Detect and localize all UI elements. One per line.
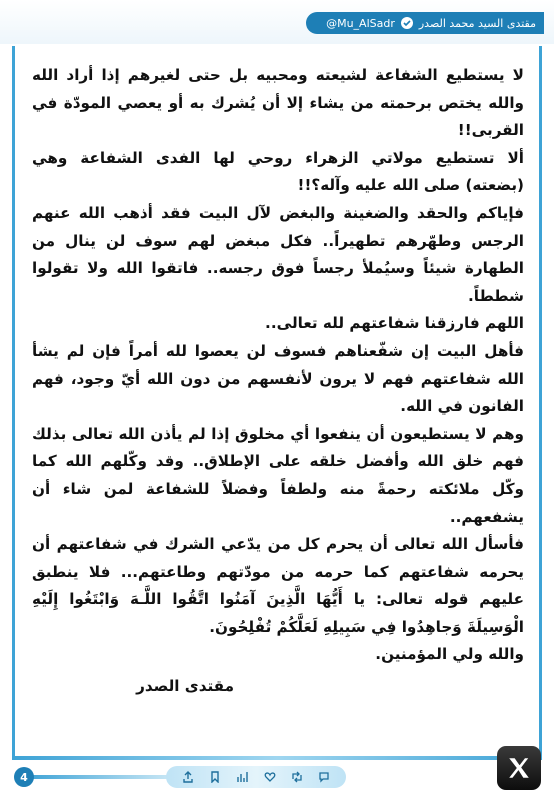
signature: مقتدى الصدر: [136, 677, 234, 696]
paragraph: اللهم فارزقنا شفاعتهم لله تعالى..: [265, 314, 524, 333]
stats-icon[interactable]: [235, 770, 249, 784]
paragraph: لا يستطيع الشفاعة لشيعته ومحبيه بل حتى لغيرهم إذا أراد الله والله يختص برحمته من يشاء إلا أن يُشرك به أو يعصي المودّة في القربى!!: [32, 66, 524, 140]
frame-bottom-line: [12, 756, 542, 760]
channel-title: مقتدى السيد محمد الصدر: [418, 16, 536, 30]
like-icon[interactable]: [263, 770, 277, 784]
reply-icon[interactable]: [317, 770, 331, 784]
paragraph: وهم لا يستطيعون أن ينفعوا أي مخلوق إذا لم يأذن الله تعالى بذلك فهم خلق الله وأفضل خلقه على الإطلاق.. وقد وكّلهم الله كما وكّل ملائكته رحمةً منه ولطفاً وفضلاً للشفاعة لمن شاء أن يشفعهم..: [32, 424, 524, 526]
channel-pill[interactable]: [306, 12, 544, 34]
page-number: 4: [14, 767, 34, 787]
handle[interactable]: @Mu_AlSadr: [326, 16, 395, 30]
share-icon[interactable]: [181, 770, 195, 784]
statement-body: [32, 62, 524, 701]
paragraph: فإياكم والحقد والضغينة والبغض لآل البيت فقد أذهب الله عنهم الرجس وطهّرهم تطهيراً.. فكل مبغض لهم سوف لن ينال من الطهارة شيئاً وسيُملأ رجساً فوق رجسه.. فاتقوا الله ولا تقولوا شططاً.: [32, 203, 524, 305]
paragraph: فأسأل الله تعالى أن يحرم كل من يدّعي الشرك في شفاعتهم أن يحرمه شفاعتهم كما حرمه من مودّتهم وطاعتهم... فلا ينطبق عليهم قوله تعالى: يا أَيُّهَا الَّذِينَ آمَنُوا اتَّقُوا اللَّـهَ وَابْتَغُوا إِلَيْهِ الْوَسِيلَةَ وَجاهِدُوا فِي سَبِيلِهِ لَعَلَّكُمْ تُفْلِحُونَ.: [32, 535, 524, 636]
paragraph: فأهل البيت إن شفّعناهم فسوف لن يعصوا لله أمراً فإن لم يشأ الله شفاعتهم فهم لا يرون لأنفسهم من دون الله أيّ وجود، فهم الفانون في الله.: [32, 341, 524, 416]
paragraph: والله ولي المؤمنين.: [375, 645, 524, 664]
bookmark-icon[interactable]: [208, 770, 222, 784]
retweet-icon[interactable]: [290, 770, 304, 784]
paragraph: ألا تستطيع مولاتي الزهراء روحي لها الفدى الشفاعة وهي (بضعته) صلى الله عليه وآله؟!!: [32, 148, 524, 195]
verified-badge-icon: [401, 17, 413, 29]
x-logo-icon: [497, 746, 541, 790]
header-bar: [0, 0, 554, 44]
action-toolbar: [166, 766, 346, 788]
page-number-indicator: [14, 766, 174, 788]
page-line: [26, 775, 176, 779]
